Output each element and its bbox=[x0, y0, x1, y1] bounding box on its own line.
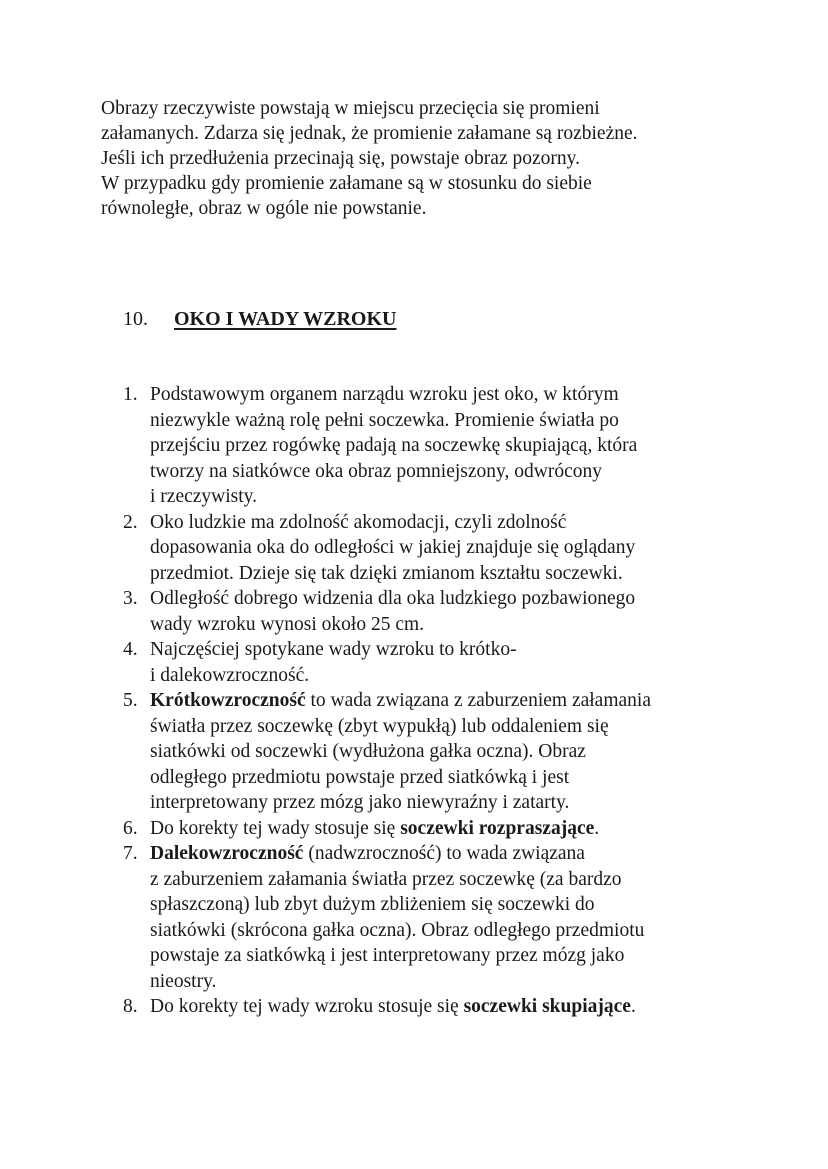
numbered-list bbox=[0, 382, 828, 1020]
text-line bbox=[150, 688, 828, 714]
list-item-text bbox=[150, 816, 828, 842]
text-line bbox=[150, 994, 828, 1020]
intro-line: Obrazy rzeczywiste powstają w miejscu przecięcia się promieni bbox=[101, 98, 600, 119]
text-segment: i dalekowzroczność. bbox=[150, 664, 310, 686]
intro-line: równoległe, obraz w ogóle nie powstanie. bbox=[101, 198, 427, 219]
list-item-text bbox=[150, 586, 828, 637]
text-segment: . bbox=[630, 996, 636, 1017]
text-segment: interpretowany przez mózg jako niewyraźny i zatarty. bbox=[150, 792, 570, 813]
section-number: 10. bbox=[123, 308, 148, 330]
list-item bbox=[0, 586, 828, 637]
bold-term: soczewki skupiające bbox=[463, 996, 631, 1017]
text-line bbox=[150, 739, 828, 765]
text-segment: nieostry. bbox=[150, 970, 217, 992]
text-line bbox=[150, 765, 828, 791]
list-item-text bbox=[150, 841, 828, 994]
text-line bbox=[150, 484, 828, 510]
text-line bbox=[150, 510, 828, 536]
text-segment: niezwykle ważną rolę pełni soczewka. Promienie światła po bbox=[150, 409, 619, 431]
list-item-number: 6. bbox=[123, 817, 138, 839]
text-segment: dopasowania oka do odległości w jakiej znajduje się oglądany bbox=[150, 537, 636, 558]
list-item-number: 5. bbox=[123, 690, 138, 711]
text-segment: Do korekty tej wady stosuje się bbox=[150, 817, 401, 839]
list-item-number: 1. bbox=[123, 384, 138, 405]
text-line bbox=[150, 382, 828, 408]
text-line bbox=[150, 714, 828, 740]
bold-term: Dalekowzroczność bbox=[150, 843, 304, 864]
bold-term: Krótkowzroczność bbox=[150, 690, 306, 711]
text-line bbox=[150, 637, 828, 663]
text-line bbox=[150, 408, 828, 434]
text-line bbox=[150, 892, 828, 918]
text-segment: odległego przedmiotu powstaje przed siatkówką i jest bbox=[150, 766, 570, 788]
text-line bbox=[150, 535, 828, 561]
list-item bbox=[0, 688, 828, 816]
text-line bbox=[150, 943, 828, 969]
text-segment: Odległość dobrego widzenia dla oka ludzkiego pozbawionego bbox=[150, 588, 636, 609]
text-segment: z zaburzeniem załamania światła przez soczewkę (za bardzo bbox=[150, 868, 622, 890]
text-line bbox=[150, 790, 828, 816]
text-segment: i rzeczywisty. bbox=[150, 486, 258, 507]
text-segment: wady wzroku wynosi około 25 cm. bbox=[150, 613, 425, 635]
text-segment: siatkówki (skrócona gałka oczna). Obraz odległego przedmiotu bbox=[150, 919, 645, 941]
text-segment: Podstawowym organem narządu wzroku jest oko, w którym bbox=[150, 384, 619, 405]
text-segment: Do korekty tej wady wzroku stosuje się bbox=[150, 996, 464, 1017]
intro-line: załamanych. Zdarza się jednak, że promienie załamane są rozbieżne. bbox=[101, 123, 638, 144]
text-segment: światła przez soczewkę (zbyt wypukłą) lub oddaleniem się bbox=[150, 715, 609, 737]
section-heading bbox=[123, 306, 396, 332]
list-item-number: 8. bbox=[123, 996, 138, 1017]
text-line bbox=[150, 816, 828, 842]
text-line bbox=[150, 841, 828, 867]
text-segment: (nadwzroczność) to wada związana bbox=[303, 843, 585, 864]
list-item bbox=[0, 510, 828, 587]
list-item-text bbox=[150, 510, 828, 587]
list-item-text bbox=[150, 382, 828, 510]
list-item-text bbox=[150, 688, 828, 816]
list-item-number: 4. bbox=[123, 639, 138, 660]
text-line bbox=[150, 561, 828, 587]
list-item bbox=[0, 994, 828, 1020]
list-item-number: 3. bbox=[123, 588, 138, 609]
text-line bbox=[150, 459, 828, 485]
text-segment: przejściu przez rogówkę padają na soczewkę skupiającą, która bbox=[150, 435, 638, 456]
text-line bbox=[150, 663, 828, 689]
list-item-text bbox=[150, 637, 828, 688]
text-segment: powstaje za siatkówką i jest interpretowany przez mózg jako bbox=[150, 945, 625, 966]
text-segment: tworzy na siatkówce oka obraz pomniejszony, odwrócony bbox=[150, 460, 602, 482]
list-item-text bbox=[150, 994, 828, 1020]
text-segment: Najczęściej spotykane wady wzroku to krótko- bbox=[150, 639, 517, 660]
list-item bbox=[0, 841, 828, 994]
intro-paragraph bbox=[101, 96, 791, 221]
text-line bbox=[150, 586, 828, 612]
text-segment: Oko ludzkie ma zdolność akomodacji, czyli zdolność bbox=[150, 511, 567, 533]
intro-line: W przypadku gdy promienie załamane są w stosunku do siebie bbox=[101, 173, 592, 194]
list-item bbox=[0, 382, 828, 510]
bold-term: soczewki rozpraszające bbox=[400, 817, 595, 839]
text-line bbox=[150, 433, 828, 459]
text-segment: . bbox=[594, 817, 600, 839]
list-item-number: 2. bbox=[123, 511, 138, 533]
text-segment: siatkówki od soczewki (wydłużona gałka oczna). Obraz bbox=[150, 741, 586, 762]
text-line bbox=[150, 969, 828, 995]
text-line bbox=[150, 918, 828, 944]
text-line bbox=[150, 867, 828, 893]
list-item-number: 7. bbox=[123, 843, 138, 864]
intro-line: Jeśli ich przedłużenia przecinają się, powstaje obraz pozorny. bbox=[101, 148, 580, 169]
text-segment: przedmiot. Dzieje się tak dzięki zmianom kształtu soczewki. bbox=[150, 562, 623, 584]
text-segment: spłaszczoną) lub zbyt dużym zbliżeniem się soczewki do bbox=[150, 894, 595, 915]
list-item bbox=[0, 816, 828, 842]
list-item bbox=[0, 637, 828, 688]
text-line bbox=[150, 612, 828, 638]
text-segment: to wada związana z zaburzeniem załamania bbox=[305, 690, 651, 711]
section-title: OKO I WADY WZROKU bbox=[174, 308, 397, 330]
